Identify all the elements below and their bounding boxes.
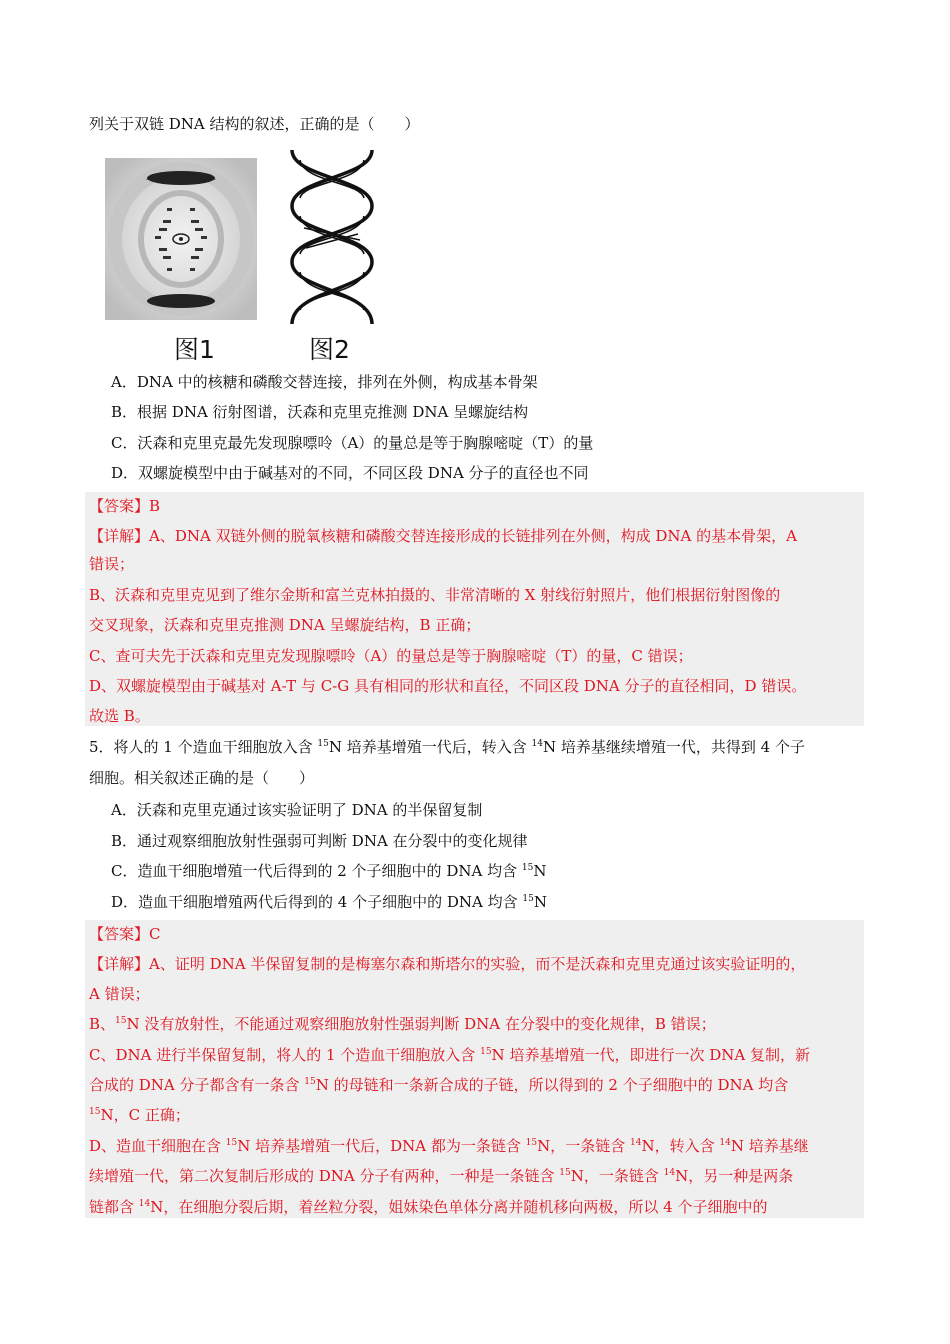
question-4-stem: 列关于双链 DNA 结构的叙述，正确的是（ ） bbox=[89, 115, 420, 133]
q5-explanation-line: C、DNA 进行半保留复制，将人的 1 个造血干细胞放入含 $^{15}$N 培养基增殖一代，即进行一次 DNA 复制，新 bbox=[89, 1046, 810, 1064]
q4-answer: 【答案】B bbox=[89, 497, 161, 515]
question-5-stem: 5．将人的 1 个造血干细胞放入含 $^{15}$N 培养基增殖一代后，转入含 $^{14}$N 培养基继续增殖一代，共得到 4 个子 bbox=[89, 738, 805, 756]
q4-option-c: C．沃森和克里克最先发现腺嘌呤（A）的量总是等于胸腺嘧啶（T）的量 bbox=[111, 434, 594, 452]
q5-explanation-line: 合成的 DNA 分子都含有一条含 $^{15}$N 的母链和一条新合成的子链，所以得到的 2 个子细胞中的 DNA 均含 bbox=[89, 1076, 789, 1094]
q5-explanation-line: D、造血干细胞在含 $^{15}$N 培养基增殖一代后，DNA 都为一条链含 $^{15}$N，一条链含 $^{14}$N，转入含 $^{14}$N 培养基继 bbox=[89, 1137, 809, 1155]
q5-explanation-line: 【详解】A、证明 DNA 半保留复制的是梅塞尔森和斯塔尔的实验，而不是沃森和克里克通过该实验证明的， bbox=[89, 955, 806, 973]
q5-explanation-line: $^{15}$N，C 正确； bbox=[89, 1106, 190, 1124]
q5-explanation-line: 链都含 $^{14}$N，在细胞分裂后期，着丝粒分裂，姐妹染色单体分离并随机移向两极，所以 4 个子细胞中的 bbox=[89, 1198, 768, 1216]
figure-1-label: 图1 bbox=[174, 335, 215, 364]
q4-explanation-line: C、查可夫先于沃森和克里克发现腺嘌呤（A）的量总是等于胸腺嘧啶（T）的量，C 错误； bbox=[89, 647, 693, 665]
q4-explanation-line: 故选 B。 bbox=[89, 707, 150, 725]
q5-option-a: A．沃森和克里克通过该实验证明了 DNA 的半保留复制 bbox=[111, 801, 483, 819]
question-5-stem: 细胞。相关叙述正确的是（ ） bbox=[89, 769, 315, 787]
q5-explanation-line: B、$^{15}$N 没有放射性，不能通过观察细胞放射性强弱判断 DNA 在分裂中的变化规律，B 错误； bbox=[89, 1015, 716, 1033]
q4-option-a: A．DNA 中的核糖和磷酸交替连接，排列在外侧，构成基本骨架 bbox=[111, 373, 538, 391]
q4-explanation-line: 交叉现象，沃森和克里克推测 DNA 呈螺旋结构，B 正确； bbox=[89, 616, 481, 634]
q4-explanation-line: 【详解】A、DNA 双链外侧的脱氧核糖和磷酸交替连接形成的长链排列在外侧，构成 DNA 的基本骨架，A bbox=[89, 527, 797, 545]
q4-explanation-line: B、沃森和克里克见到了维尔金斯和富兰克林拍摄的、非常清晰的 X 射线衍射照片，他们根据衍射图像的 bbox=[89, 586, 781, 604]
q5-option-d: D．造血干细胞增殖两代后得到的 4 个子细胞中的 DNA 均含 $^{15}$N bbox=[111, 893, 547, 911]
q5-option-b: B．通过观察细胞放射性强弱可判断 DNA 在分裂中的变化规律 bbox=[111, 832, 528, 850]
q5-answer: 【答案】C bbox=[89, 925, 161, 943]
double-helix-diagram bbox=[284, 148, 380, 326]
xray-diffraction-image bbox=[105, 158, 257, 320]
figure-2-label: 图2 bbox=[309, 335, 350, 364]
q5-explanation-line: 续增殖一代，第二次复制后形成的 DNA 分子有两种，一种是一条链含 $^{15}$N，一条链含 $^{14}$N，另一种是两条 bbox=[89, 1167, 794, 1185]
q5-option-c: C．造血干细胞增殖一代后得到的 2 个子细胞中的 DNA 均含 $^{15}$N bbox=[111, 862, 547, 880]
q4-explanation-line: 错误； bbox=[89, 555, 135, 573]
q5-explanation-line: A 错误； bbox=[89, 985, 150, 1003]
q4-option-b: B．根据 DNA 衍射图谱，沃森和克里克推测 DNA 呈螺旋结构 bbox=[111, 403, 529, 421]
q4-option-d: D．双螺旋模型中由于碱基对的不同，不同区段 DNA 分子的直径也不同 bbox=[111, 464, 589, 482]
q4-explanation-line: D、双螺旋模型由于碱基对 A-T 与 C-G 具有相同的形状和直径，不同区段 DNA 分子的直径相同，D 错误。 bbox=[89, 677, 807, 695]
